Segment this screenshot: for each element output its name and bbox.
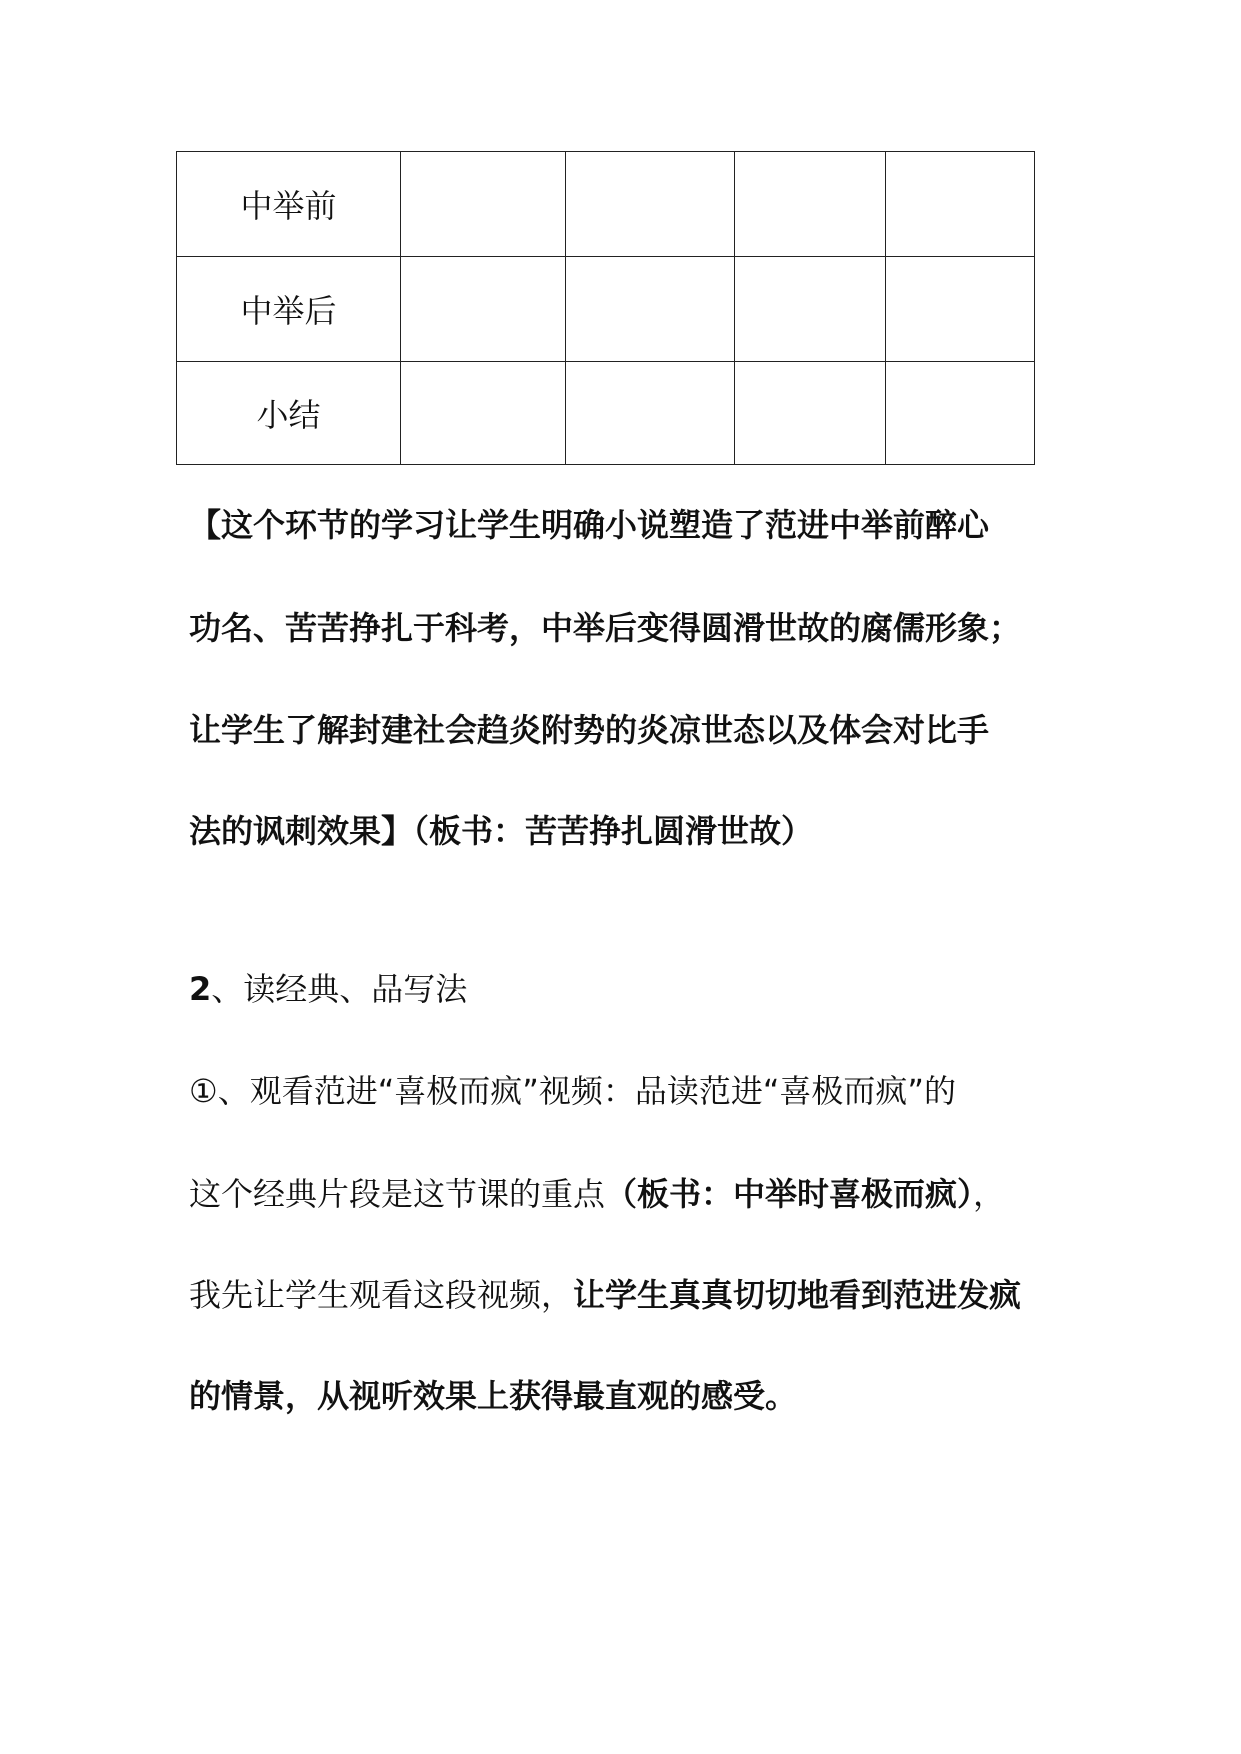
summary-line: 【这个环节的学习让学生明确小说塑造了范进中举前醉心	[189, 506, 990, 544]
body-line: 的情景，从视听效果上获得最直观的感受。	[189, 1377, 798, 1415]
table-row	[177, 257, 1035, 362]
blackboard-note: （板书：中举时喜极而疯）	[605, 1175, 974, 1213]
body-text: 我先让学生观看这段视频，	[189, 1276, 574, 1314]
table-cell	[401, 362, 566, 465]
comparison-table	[176, 151, 1035, 465]
row-label: 小结	[177, 362, 401, 465]
body-line	[189, 1174, 1005, 1214]
table-cell	[566, 362, 735, 465]
body-line	[189, 1275, 1021, 1315]
body-text: 这个经典片段是这节课的重点	[189, 1175, 606, 1213]
table-cell	[886, 257, 1035, 362]
table-cell	[566, 152, 735, 257]
summary-line: 功名、苦苦挣扎于科考，中举后变得圆滑世故的腐儒形象；	[189, 609, 1022, 647]
row-label: 中举前	[177, 152, 401, 257]
section-number: 2	[189, 970, 212, 1008]
body-text: ，	[973, 1175, 1006, 1213]
body-line: ①、观看范进“喜极而疯”视频：品读范进“喜极而疯”的	[189, 1072, 957, 1110]
table-row	[177, 362, 1035, 465]
table-cell	[401, 152, 566, 257]
table-cell	[566, 257, 735, 362]
summary-line: 法的讽刺效果】（板书：苦苦挣扎圆滑世故）	[189, 812, 814, 850]
table-cell	[401, 257, 566, 362]
table-cell	[886, 152, 1035, 257]
table-row	[177, 152, 1035, 257]
table-cell	[735, 152, 886, 257]
summary-line: 让学生了解封建社会趋炎附势的炎凉世态以及体会对比手	[189, 711, 990, 749]
table-cell	[735, 257, 886, 362]
row-label: 中举后	[177, 257, 401, 362]
table-cell	[886, 362, 1035, 465]
section-title: 、读经典、品写法	[211, 970, 468, 1008]
emphasis-text: 让学生真真切切地看到范进发疯	[573, 1276, 1022, 1314]
table-cell	[735, 362, 886, 465]
